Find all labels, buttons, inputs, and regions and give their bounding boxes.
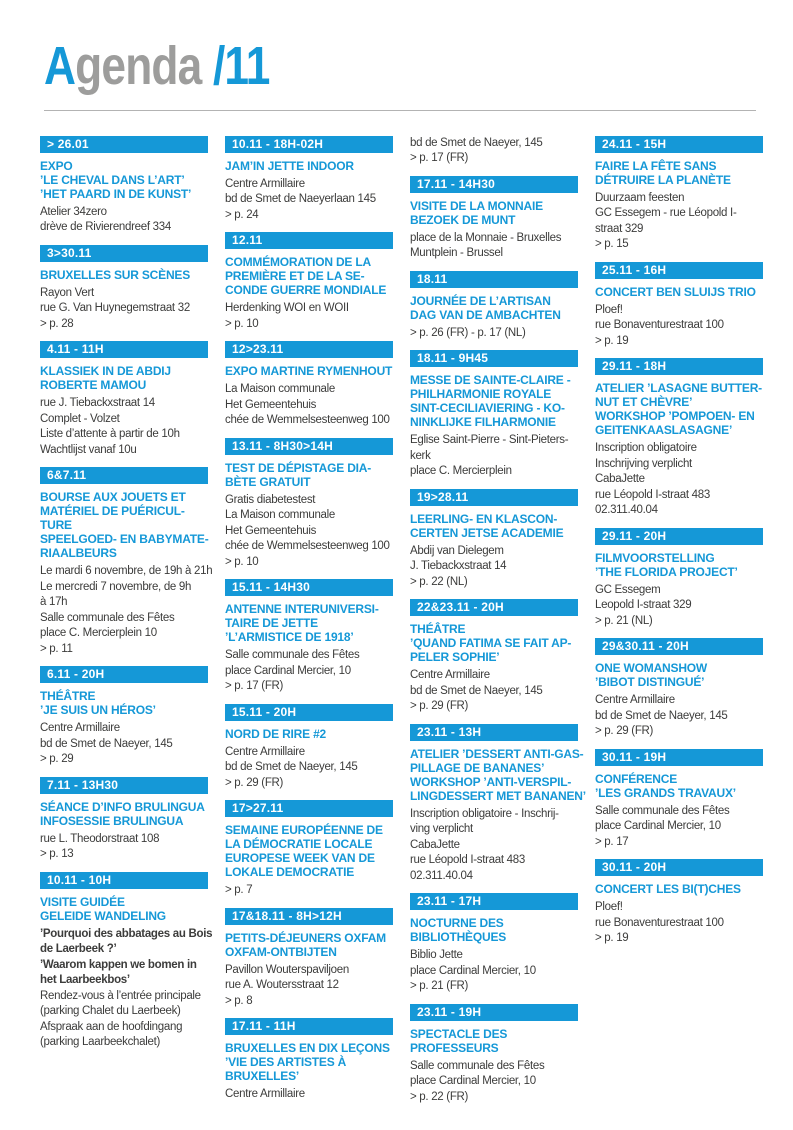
event-block	[595, 136, 763, 253]
event-block	[225, 704, 393, 792]
event-detail-line: > p. 21 (NL)	[595, 614, 653, 627]
event-date-bar: 19>28.11	[410, 489, 578, 506]
event-detail-line: 02.311.40.04	[595, 504, 658, 517]
event-title-line: PELER SOPHIE’	[410, 650, 500, 665]
event-title-line: CERTEN JETSE ACADEMIE	[410, 525, 564, 540]
event-title-line: DAG VAN DE AMBACHTEN	[410, 307, 561, 322]
event-detail-line: place de la Monnaie - Bruxelles	[410, 231, 562, 244]
event-title-line: CONCERT BEN SLUIJS TRIO	[595, 284, 756, 299]
event-detail-line: Salle communale des Fêtes	[595, 804, 730, 817]
event-title	[595, 772, 763, 800]
event-date-bar: 29.11 - 20H	[595, 528, 763, 545]
event-title	[225, 255, 393, 297]
event-detail-line: Le mardi 6 novembre, de 19h à 21h	[40, 565, 213, 578]
event-detail-line: place Cardinal Mercier, 10	[595, 820, 721, 833]
event-title-line: ONE WOMANSHOW	[595, 661, 708, 676]
event-block	[40, 136, 208, 236]
event-title-line: CONCERT LES BI(T)CHES	[595, 882, 741, 897]
event-date-bar: 25.11 - 16H	[595, 262, 763, 279]
event-detail-line: Ploef!	[595, 901, 623, 914]
event-title-line: NORD DE RIRE #2	[225, 726, 327, 741]
event-title-line: GEITENKAASLASAGNE’	[595, 423, 733, 438]
event-title-line: KLASSIEK IN DE ABDIJ	[40, 364, 171, 379]
event-title	[225, 931, 393, 959]
header-divider	[44, 110, 756, 111]
event-title-line: ’L’ARMISTICE DE 1918’	[225, 630, 354, 645]
event-detail-line: Centre Armillaire	[595, 694, 675, 707]
event-title-line: ’QUAND FATIMA SE FAIT AP-	[410, 636, 572, 651]
event-detail-line: Centre Armillaire	[410, 669, 490, 682]
event-date-bar: > 26.01	[40, 136, 208, 153]
event-date-bar: 10.11 - 10H	[40, 872, 208, 889]
event-title-line: EXPO	[40, 158, 73, 173]
event-detail-line: 02.311.40.04	[410, 869, 473, 882]
event-title-line: EXPO MARTINE RYMENHOUT	[225, 364, 393, 379]
event-title-line: ’THE FLORIDA PROJECT’	[595, 564, 738, 579]
event-detail-line: rue Léopold I-straat 483	[410, 854, 525, 867]
event-detail-line: > p. 26 (FR) - p. 17 (NL)	[410, 326, 526, 339]
event-detail-line: Salle communale des Fêtes	[410, 1059, 545, 1072]
event-date-bar: 17.11 - 14H30	[410, 176, 578, 193]
event-title-line: ROBERTE MAMOU	[40, 378, 147, 393]
event-block	[225, 136, 393, 224]
event-title-line: BÈTE GRATUIT	[225, 474, 311, 489]
event-detail-line: bd de Smet de Naeyer, 145	[225, 761, 358, 774]
event-title	[225, 159, 393, 173]
event-title-line: JOURNÉE DE L’ARTISAN	[410, 293, 551, 308]
event-title-line: PREMIÈRE ET DE LA SE-	[225, 269, 365, 284]
event-title	[40, 268, 208, 282]
event-date-bar: 23.11 - 13H	[410, 724, 578, 741]
event-detail-line: bd de Smet de Naeyer, 145	[595, 709, 728, 722]
event-title-line: OXFAM-ONTBIJTEN	[225, 944, 337, 959]
event-detail-line: > p. 8	[225, 994, 253, 1007]
event-detail-line: place Cardinal Mercier, 10	[225, 664, 351, 677]
event-detail-line: Pavillon Wouterspaviljoen	[225, 963, 349, 976]
event-title	[410, 199, 578, 227]
event-detail-line: à 17h	[40, 596, 68, 609]
event-detail-line: CabaJette	[595, 473, 645, 486]
event-title-line: BIBLIOTHÈQUES	[410, 930, 507, 945]
event-detail-line: Duurzaam feesten	[595, 191, 685, 204]
event-detail-line: (parking Laarbeekchalet)	[40, 1036, 161, 1049]
event-title-line: PETITS-DÉJEUNERS OXFAM	[225, 930, 386, 945]
event-title-line: JAM’IN JETTE INDOOR	[225, 158, 354, 173]
event-detail-line: place C. Mercierplein 10	[40, 627, 157, 640]
event-title-line: ’VIE DES ARTISTES À	[225, 1055, 347, 1070]
event-title-line: ’BIBOT DISTINGUÉ’	[595, 675, 705, 690]
event-block	[595, 859, 763, 947]
page-title-word: genda	[75, 36, 213, 96]
event-block	[225, 579, 393, 695]
event-title-line: TURE	[40, 518, 72, 533]
event-title	[225, 602, 393, 644]
event-title-line: RIAALBEURS	[40, 546, 117, 561]
event-date-bar: 22&23.11 - 20H	[410, 599, 578, 616]
event-detail-line: GC Essegem - rue Léopold I-	[595, 207, 737, 220]
event-title	[225, 1041, 393, 1083]
event-detail-line: rue Bonaventurestraat 100	[595, 319, 724, 332]
event-detail-line: Eglise Saint-Pierre - Sint-Pieters-	[410, 434, 569, 447]
event-date-bar: 12>23.11	[225, 341, 393, 358]
event-detail-line: rue A. Woutersstraat 12	[225, 979, 339, 992]
event-detail-line: place Cardinal Mercier, 10	[410, 1075, 536, 1088]
event-detail-line: > p. 15	[595, 238, 629, 251]
event-title	[595, 661, 763, 689]
event-detail-line: Liste d’attente à partir de 10h	[40, 428, 180, 441]
event-detail-line: > p. 13	[40, 848, 74, 861]
event-detail-line: ’Pourquoi des abbatages au Bois	[40, 927, 213, 940]
event-detail-line: Le mercredi 7 novembre, de 9h	[40, 580, 192, 593]
event-detail-line: CabaJette	[410, 838, 460, 851]
event-title	[410, 622, 578, 664]
event-title-line: BEZOEK DE MUNT	[410, 212, 516, 227]
event-block	[410, 136, 578, 167]
event-block	[225, 438, 393, 571]
page-title	[44, 38, 634, 95]
event-title-line: FAIRE LA FÊTE SANS	[595, 158, 717, 173]
event-date-bar: 30.11 - 19H	[595, 749, 763, 766]
event-detail-line: Inscription obligatoire	[595, 442, 697, 455]
event-detail-line: Complet - Volzet	[40, 412, 120, 425]
event-title-line: MESSE DE SAINTE-CLAIRE -	[410, 373, 571, 388]
event-detail-line: > p. 10	[225, 317, 259, 330]
event-date-bar: 29.11 - 18H	[595, 358, 763, 375]
event-title-line: TAIRE DE JETTE	[225, 616, 318, 631]
event-detail-line: Rayon Vert	[40, 286, 94, 299]
event-block	[225, 341, 393, 429]
event-block	[410, 271, 578, 342]
page-title-number: /11	[212, 36, 270, 96]
event-date-bar: 10.11 - 18H-02H	[225, 136, 393, 153]
event-detail-line: de Laerbeek ?’	[40, 943, 117, 956]
event-title-line: INFOSESSIE BRULINGUA	[40, 813, 184, 828]
event-title-line: SPECTACLE DES	[410, 1026, 508, 1041]
event-detail-line: Herdenking WOI en WOII	[225, 302, 349, 315]
event-block	[40, 245, 208, 333]
event-detail-line: place Cardinal Mercier, 10	[410, 964, 536, 977]
event-title	[40, 689, 208, 717]
event-detail-line: Wachtlijst vanaf 10u	[40, 443, 137, 456]
event-detail-line: bd de Smet de Naeyer, 145	[40, 737, 173, 750]
event-detail-line: Centre Armillaire	[225, 1088, 305, 1101]
event-date-bar: 6&7.11	[40, 467, 208, 484]
event-title-line: CONDE GUERRE MONDIALE	[225, 283, 387, 298]
event-detail-line: Centre Armillaire	[40, 722, 120, 735]
event-title-line: PROFESSEURS	[410, 1040, 499, 1055]
event-title-line: BOURSE AUX JOUETS ET	[40, 490, 186, 505]
event-detail-line: rue J. Tiebackxstraat 14	[40, 397, 155, 410]
event-detail-line: Inschrijving verplicht	[595, 457, 692, 470]
event-detail-line: La Maison communale	[225, 509, 335, 522]
event-title-line: BRUXELLES’	[225, 1069, 300, 1084]
event-date-bar: 29&30.11 - 20H	[595, 638, 763, 655]
event-detail-line: rue Bonaventurestraat 100	[595, 916, 724, 929]
event-title-line: VISITE DE LA MONNAIE	[410, 198, 543, 213]
page-header	[0, 0, 793, 111]
event-detail-line: > p. 17 (FR)	[410, 152, 469, 165]
event-block	[410, 489, 578, 591]
event-detail-line: Centre Armillaire	[225, 177, 305, 190]
event-detail-line: (parking Chalet du Laerbeek)	[40, 1005, 181, 1018]
event-block	[410, 599, 578, 715]
event-block	[225, 232, 393, 332]
event-block	[410, 1004, 578, 1106]
event-detail-line: Salle communale des Fêtes	[40, 611, 175, 624]
event-title-line: PILLAGE DE BANANES’	[410, 760, 545, 775]
event-block	[595, 638, 763, 740]
event-detail-line: > p. 17 (FR)	[225, 680, 284, 693]
event-detail-line: straat 329	[595, 222, 644, 235]
event-title	[40, 800, 208, 828]
event-title-line: SINT-CECILIAVIERING - KO-	[410, 401, 565, 416]
event-title-line: ANTENNE INTERUNIVERSI-	[225, 602, 379, 617]
event-detail-line: Het Gemeentehuis	[225, 524, 317, 537]
event-title-line: TEST DE DÉPISTAGE DIA-	[225, 460, 372, 475]
event-date-bar: 17&18.11 - 8H>12H	[225, 908, 393, 925]
event-title-line: SPEELGOED- EN BABYMATE-	[40, 532, 209, 547]
event-title-line: BRUXELLES SUR SCÈNES	[40, 267, 191, 282]
event-detail-line: bd de Smet de Naeyer, 145	[410, 136, 543, 149]
page-title-initial: A	[44, 36, 76, 96]
event-title	[595, 381, 763, 437]
event-date-bar: 23.11 - 19H	[410, 1004, 578, 1021]
event-block	[595, 358, 763, 519]
event-date-bar: 17.11 - 11H	[225, 1018, 393, 1035]
event-detail-line: Inscription obligatoire - Inschrij-	[410, 807, 559, 820]
event-detail-line: drève de Rivierendreef 334	[40, 221, 171, 234]
event-detail-line: kerk	[410, 449, 431, 462]
event-title	[40, 895, 208, 923]
event-title	[410, 916, 578, 944]
event-title-line: PHILHARMONIE ROYALE	[410, 387, 552, 402]
event-title	[595, 285, 763, 299]
event-title	[410, 746, 586, 803]
event-title-line: FILMVOORSTELLING	[595, 550, 715, 565]
event-block	[595, 528, 763, 630]
event-block	[40, 666, 208, 768]
event-detail-line: > p. 21 (FR)	[410, 980, 469, 993]
event-detail-line: het Laarbeekbos’	[40, 974, 130, 987]
event-date-bar: 15.11 - 20H	[225, 704, 393, 721]
event-title	[225, 364, 393, 378]
event-block	[410, 350, 578, 480]
event-block	[40, 467, 213, 657]
event-title-line: ATELIER ’DESSERT ANTI-GAS-	[410, 746, 584, 761]
event-date-bar: 23.11 - 17H	[410, 893, 578, 910]
agenda-column-2	[225, 136, 393, 1112]
event-title	[225, 727, 393, 741]
event-title-line: THÉÂTRE	[410, 622, 466, 637]
event-detail-line: rue L. Theodorstraat 108	[40, 832, 160, 845]
event-detail-line: Muntplein - Brussel	[410, 247, 503, 260]
event-date-bar: 3>30.11	[40, 245, 208, 262]
event-detail-line: > p. 10	[225, 555, 259, 568]
event-detail-line: > p. 28	[40, 317, 74, 330]
event-detail-line: chée de Wemmelsesteenweg 100	[225, 540, 390, 553]
event-detail-line: Abdij van Dielegem	[410, 544, 504, 557]
event-date-bar: 17>27.11	[225, 800, 393, 817]
event-detail-line: Salle communale des Fêtes	[225, 649, 360, 662]
event-detail-line: Atelier 34zero	[40, 205, 107, 218]
event-detail-line: > p. 29 (FR)	[410, 700, 469, 713]
event-title-line: GELEIDE WANDELING	[40, 908, 166, 923]
event-title-line: EUROPESE WEEK VAN DE	[225, 851, 375, 866]
event-title-line: DÉTRUIRE LA PLANÈTE	[595, 172, 731, 187]
event-title-line: NOCTURNE DES	[410, 916, 504, 931]
event-title-line: CONFÉRENCE	[595, 771, 678, 786]
event-detail-line: > p. 29	[40, 753, 74, 766]
event-detail-line: > p. 24	[225, 208, 259, 221]
event-detail-line: place C. Mercierplein	[410, 465, 512, 478]
event-title-line: NINKLIJKE FILHARMONIE	[410, 415, 556, 430]
event-block	[40, 341, 208, 458]
event-date-bar: 6.11 - 20H	[40, 666, 208, 683]
event-title-line: LEERLING- EN KLASCON-	[410, 511, 558, 526]
event-title-line: VISITE GUIDÉE	[40, 894, 125, 909]
event-title	[595, 551, 763, 579]
event-detail-line: > p. 22 (FR)	[410, 1090, 469, 1103]
event-detail-line: bd de Smet de Naeyerlaan 145	[225, 193, 376, 206]
event-detail-line: > p. 29 (FR)	[225, 776, 284, 789]
agenda-column-1	[40, 136, 213, 1060]
event-detail-line: > p. 19	[595, 932, 629, 945]
event-title	[410, 1027, 578, 1055]
event-title-line: WORKSHOP ’POMPOEN- EN	[595, 409, 755, 424]
event-title	[40, 490, 208, 560]
event-detail-line: ving verplicht	[410, 823, 473, 836]
event-title	[595, 159, 763, 187]
event-date-bar: 24.11 - 15H	[595, 136, 763, 153]
event-block	[225, 908, 393, 1010]
event-block	[40, 777, 208, 863]
event-title-line: ’LE CHEVAL DANS L’ART’	[40, 172, 185, 187]
event-title-line: ’HET PAARD IN DE KUNST’	[40, 186, 192, 201]
event-block	[40, 872, 213, 1051]
event-detail-line: La Maison communale	[225, 383, 335, 396]
event-title-line: NUT ET CHÈVRE’	[595, 395, 693, 410]
event-detail-line: > p. 7	[225, 884, 253, 897]
event-title	[40, 159, 208, 201]
event-title-line: THÉÂTRE	[40, 689, 96, 704]
event-detail-line: bd de Smet de Naeyer, 145	[410, 684, 543, 697]
event-title-line: ’JE SUIS UN HÉROS’	[40, 703, 156, 718]
event-date-bar: 13.11 - 8H30>14H	[225, 438, 393, 455]
event-title-line: BRUXELLES EN DIX LEÇONS	[225, 1041, 390, 1056]
event-detail-line: > p. 17	[595, 835, 629, 848]
event-block	[595, 262, 763, 350]
event-date-bar: 12.11	[225, 232, 393, 249]
event-block	[225, 1018, 393, 1103]
event-block	[595, 749, 763, 851]
event-detail-line: rue G. Van Huynegemstraat 32	[40, 302, 190, 315]
event-detail-line: rue Léopold I-straat 483	[595, 488, 710, 501]
event-detail-line: Gratis diabetestest	[225, 493, 316, 506]
event-detail-line: > p. 19	[595, 334, 629, 347]
event-date-bar: 18.11 - 9H45	[410, 350, 578, 367]
event-detail-line: GC Essegem	[595, 583, 661, 596]
event-title	[40, 364, 208, 392]
event-detail-line: Centre Armillaire	[225, 745, 305, 758]
event-date-bar: 18.11	[410, 271, 578, 288]
event-title-line: SEMAINE EUROPÉENNE DE	[225, 823, 383, 838]
event-title-line: ATELIER ’LASAGNE BUTTER-	[595, 381, 762, 396]
event-detail-line: Afspraak aan de hoofdingang	[40, 1020, 183, 1033]
event-title-line: COMMÉMORATION DE LA	[225, 255, 371, 270]
agenda-columns	[40, 136, 793, 1115]
event-detail-line: Rendez-vous à l’entrée principale	[40, 989, 201, 1002]
event-block	[410, 176, 578, 262]
agenda-column-4	[595, 136, 763, 956]
event-title	[225, 461, 393, 489]
event-detail-line: Ploef!	[595, 303, 623, 316]
event-title-line: WORKSHOP ’ANTI-VERSPIL-	[410, 774, 572, 789]
event-title-line: LOKALE DEMOCRATIE	[225, 865, 355, 880]
event-detail-line: Het Gemeentehuis	[225, 398, 317, 411]
event-title-line: ’LES GRANDS TRAVAUX’	[595, 785, 736, 800]
event-title	[410, 373, 578, 429]
event-title	[410, 294, 578, 322]
event-title	[595, 882, 763, 896]
agenda-column-3	[410, 136, 586, 1115]
event-detail-line: Biblio Jette	[410, 949, 463, 962]
event-block	[410, 724, 586, 885]
event-date-bar: 4.11 - 11H	[40, 341, 208, 358]
event-date-bar: 15.11 - 14H30	[225, 579, 393, 596]
event-title-line: LA DÉMOCRATIE LOCALE	[225, 837, 373, 852]
event-detail-line: > p. 29 (FR)	[595, 725, 654, 738]
event-detail-line: chée de Wemmelsesteenweg 100	[225, 414, 390, 427]
event-detail-line: J. Tiebackxstraat 14	[410, 560, 507, 573]
event-title-line: MATÉRIEL DE PUÉRICUL-	[40, 504, 185, 519]
event-detail-line: ’Waarom kappen we bomen in	[40, 958, 197, 971]
event-title-line: SÉANCE D’INFO BRULINGUA	[40, 799, 205, 814]
event-date-bar: 30.11 - 20H	[595, 859, 763, 876]
event-detail-line: > p. 22 (NL)	[410, 575, 468, 588]
event-block	[225, 800, 393, 899]
event-detail-line: > p. 11	[40, 642, 73, 655]
event-block	[410, 893, 578, 995]
event-title-line: LINGDESSERT MET BANANEN’	[410, 788, 586, 803]
event-title	[410, 512, 578, 540]
event-detail-line: Leopold I-straat 329	[595, 599, 692, 612]
event-title	[225, 823, 393, 879]
event-date-bar: 7.11 - 13H30	[40, 777, 208, 794]
